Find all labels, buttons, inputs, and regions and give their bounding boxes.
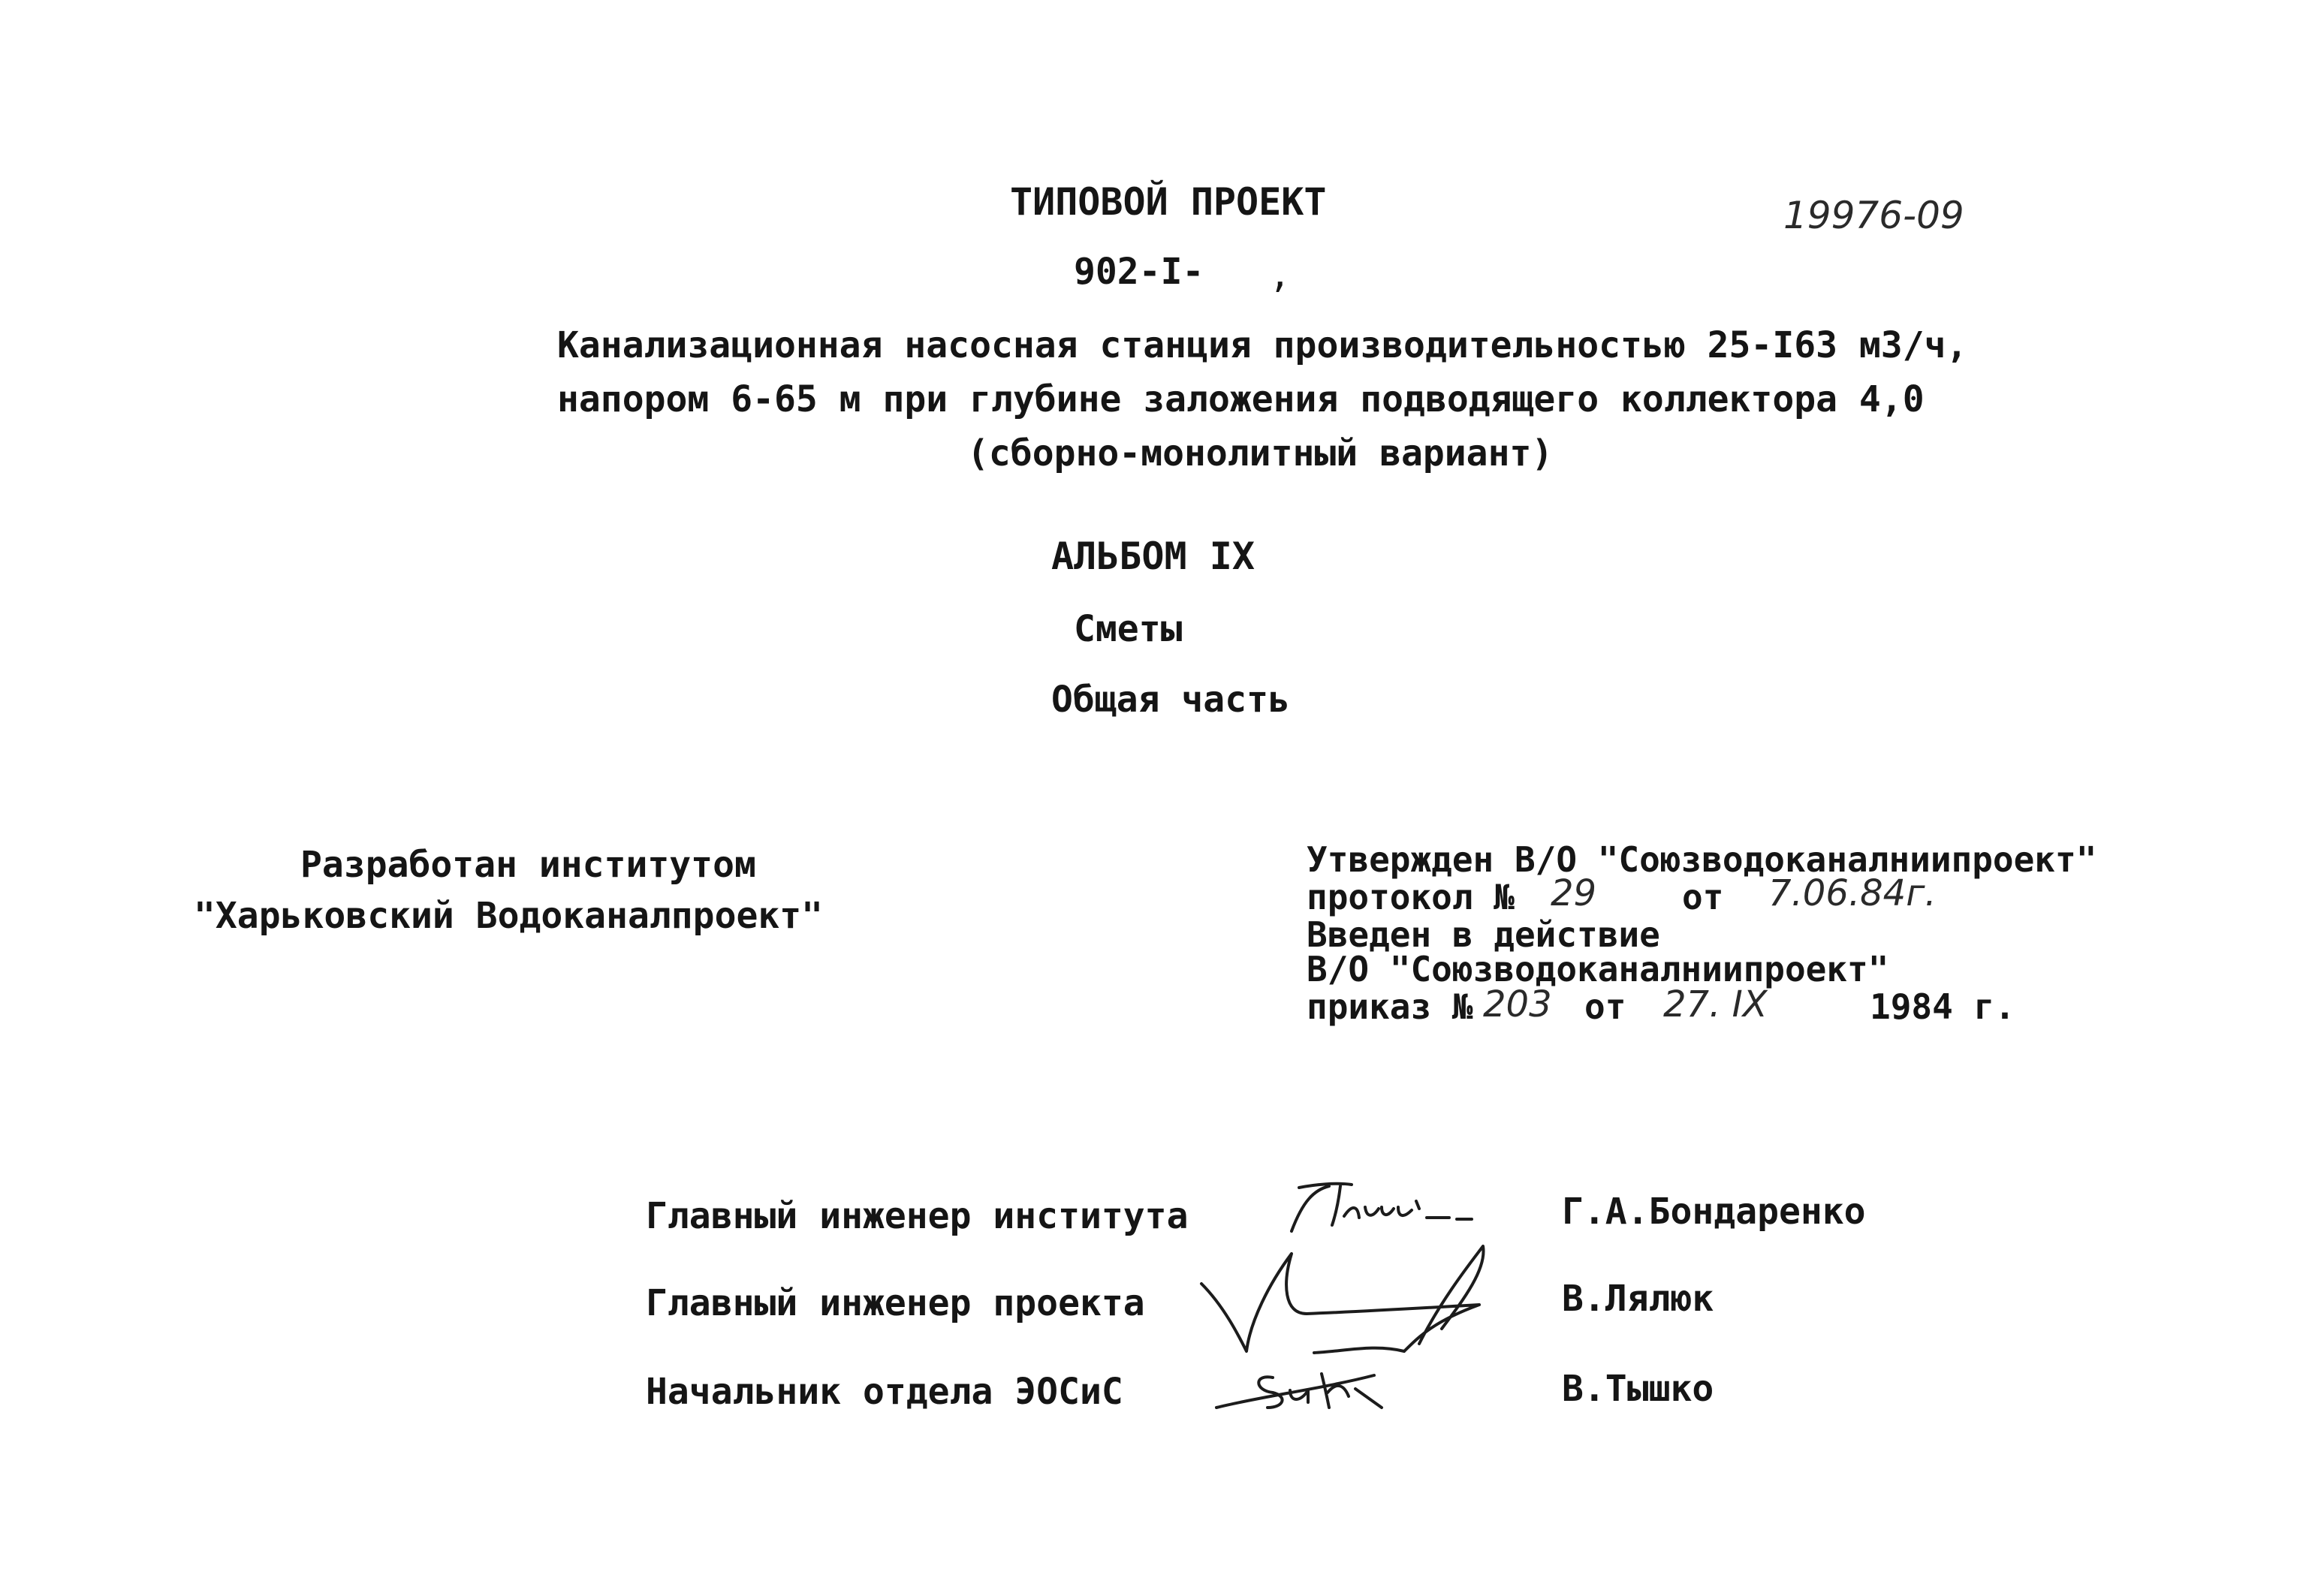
document-number: 19976-09 [1783, 194, 1964, 237]
signature-name-2: В.Лялюк [1562, 1278, 1714, 1320]
album-label: АЛЬБОМ IX [1051, 535, 1255, 578]
signature-role-3: Начальник отдела ЭОСиС [646, 1371, 1123, 1413]
protocol-number: 29 [1551, 872, 1597, 914]
signature-mark-3 [1201, 1336, 1412, 1419]
enacted-line: Введен в действие [1307, 914, 1660, 955]
order-year: 1984 г. [1870, 986, 2015, 1027]
project-code-mark: , [1269, 254, 1291, 296]
section-title: Сметы [1074, 608, 1183, 650]
developer-line-2: "Харьковский Водоканалпроект" [194, 895, 824, 937]
document-type-label: ТИПОВОЙ ПРОЕКТ [1010, 180, 1327, 224]
project-code: 902-I- [1074, 251, 1204, 293]
signature-name-3: В.Тышко [1562, 1368, 1714, 1410]
developer-line-1: Разработан институтом [300, 844, 756, 886]
approval-line: Утвержден В/О "Союзводоканалниипроект" [1307, 839, 2097, 880]
order-from: от [1584, 986, 1626, 1027]
protocol-label: протокол № [1307, 877, 1515, 917]
enacted-by-line: В/О "Союзводоканалниипроект" [1307, 949, 1889, 989]
title-line-3: (сборно-монолитный вариант) [967, 432, 1554, 474]
subsection-title: Общая часть [1051, 679, 1290, 721]
protocol-date: 7.06.84г. [1768, 872, 1937, 914]
signature-role-1: Главный инженер института [646, 1195, 1189, 1237]
title-line-1: Канализационная насосная станция производительностью 25-I63 м3/ч, [557, 324, 1968, 366]
title-line-2: напором 6-65 м при глубине заложения подводящего коллектора 4,0 [557, 378, 1925, 420]
order-date: 27. IX [1663, 983, 1768, 1025]
signature-name-1: Г.А.Бондаренко [1562, 1191, 1866, 1233]
signature-role-2: Главный инженер проекта [646, 1282, 1145, 1324]
order-number: 203 [1483, 983, 1552, 1025]
order-label: приказ № [1307, 986, 1473, 1027]
protocol-from: от [1682, 877, 1724, 917]
